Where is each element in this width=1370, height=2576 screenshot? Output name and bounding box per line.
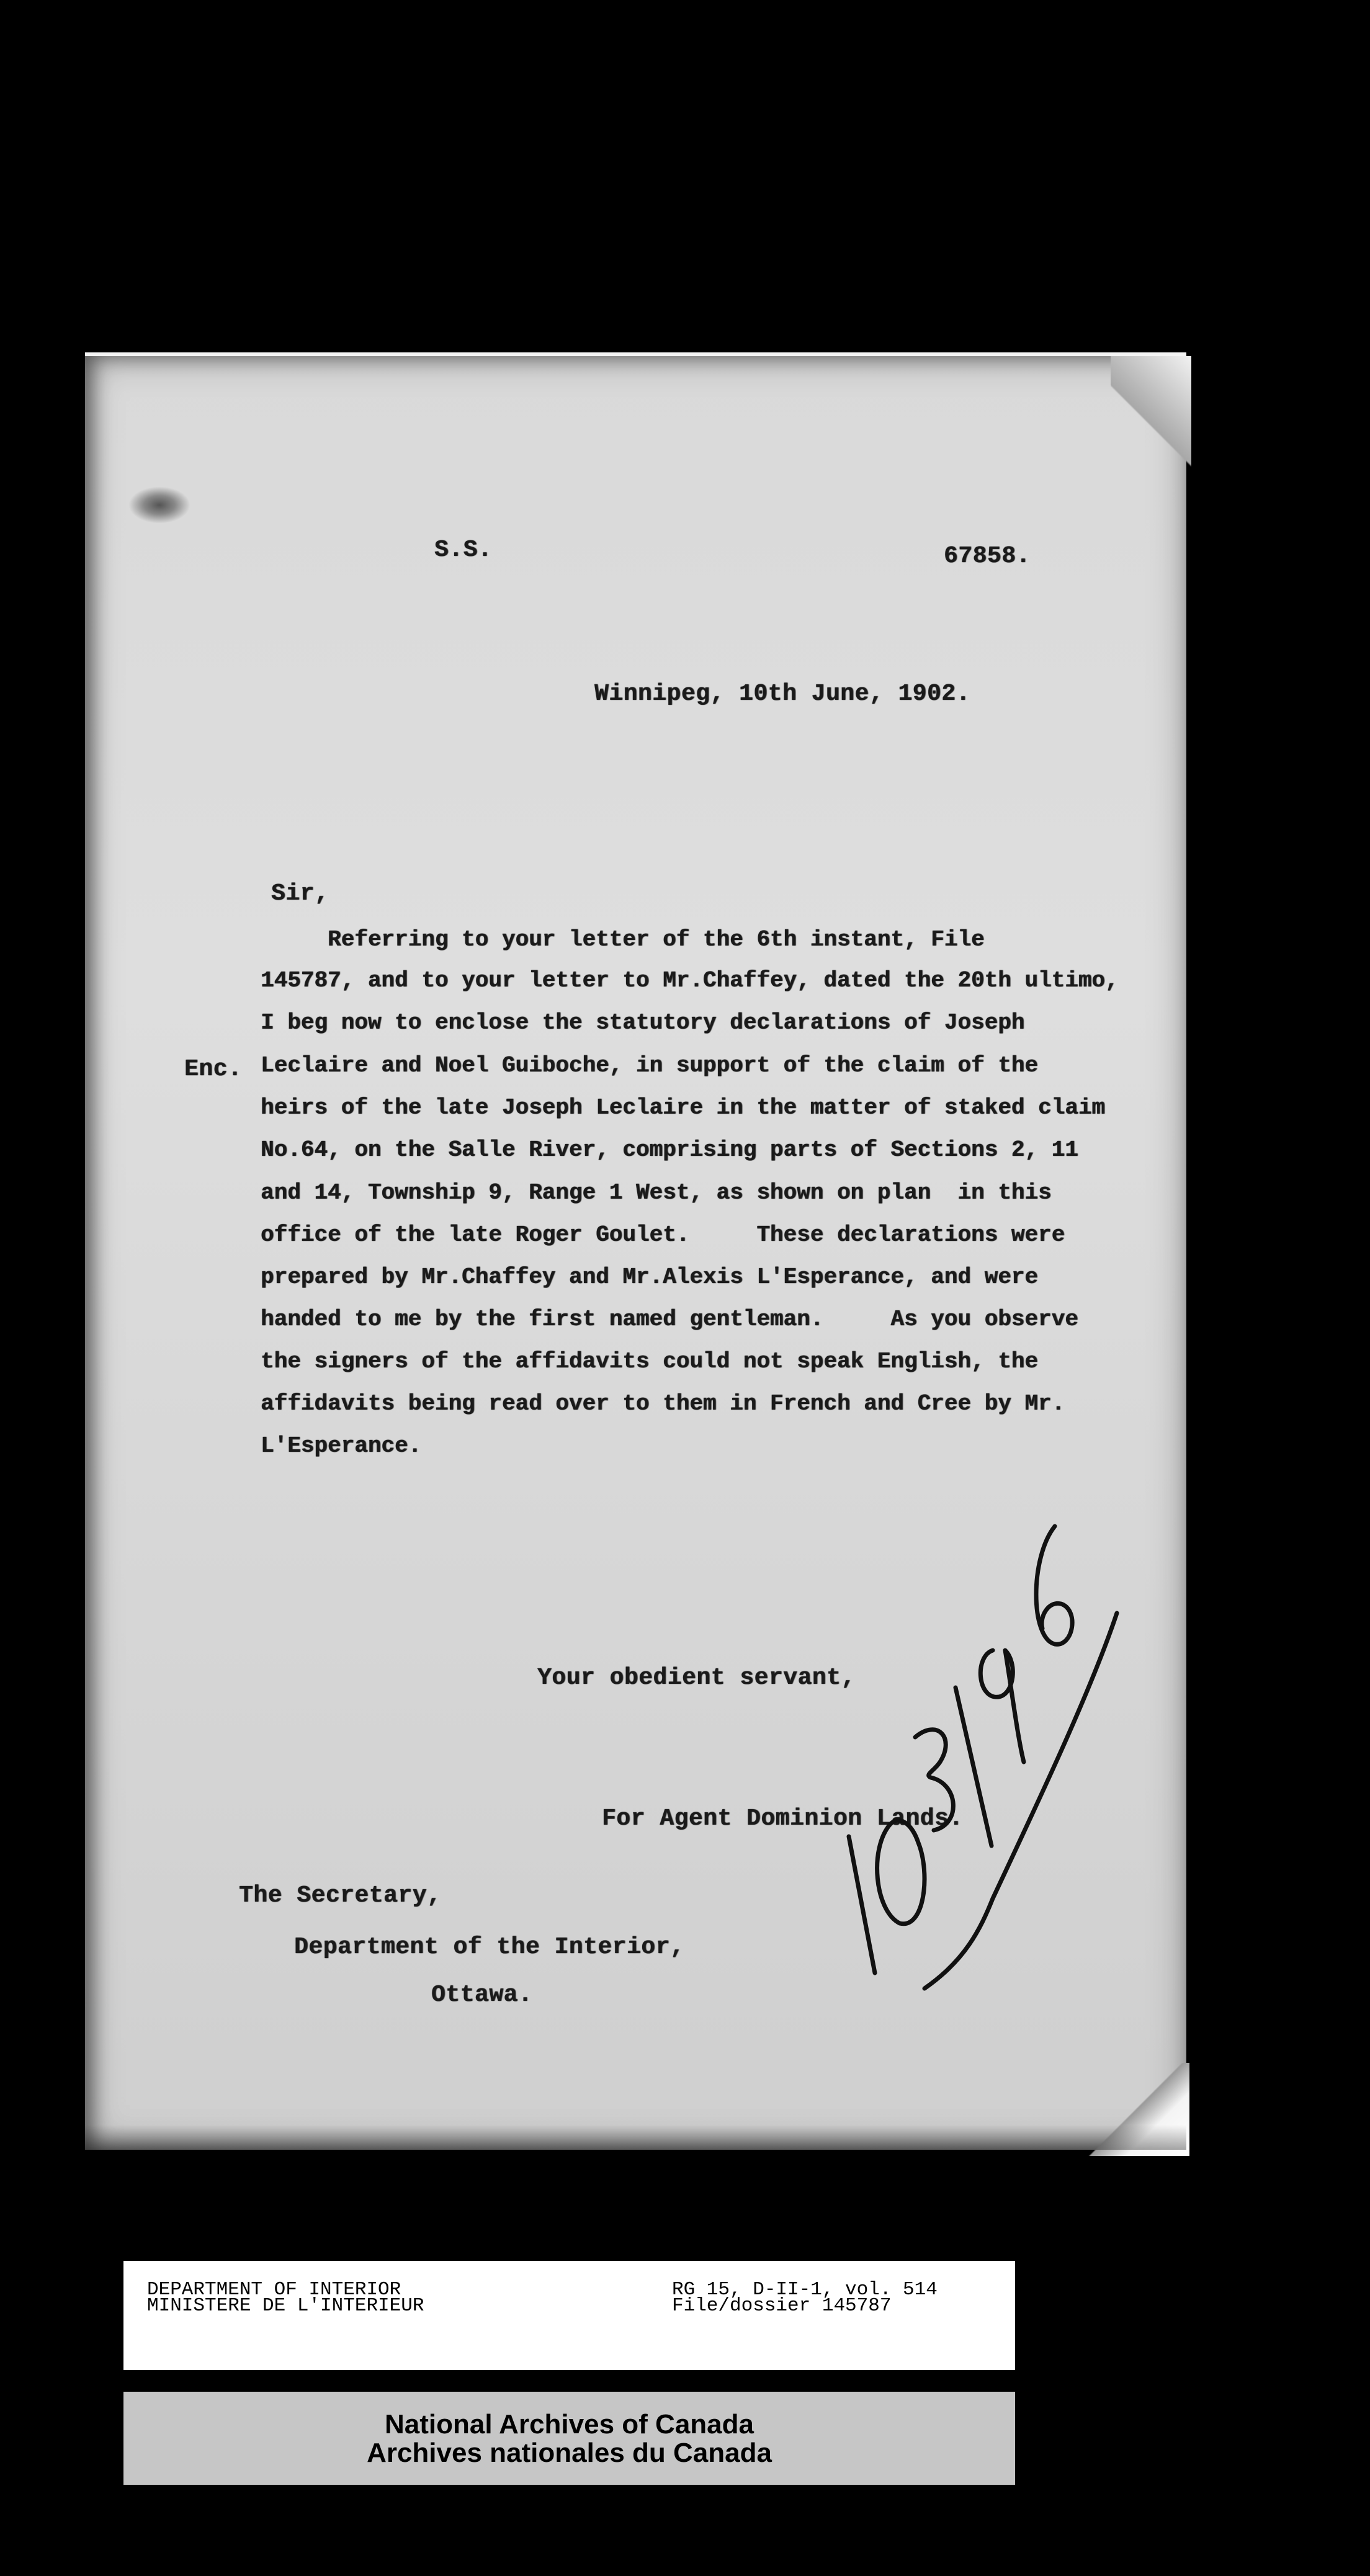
archive-name-french: Archives nationales du Canada (367, 2438, 772, 2468)
body-line: Referring to your letter of the 6th instant, File (261, 927, 985, 952)
archive-reference-label (123, 2261, 1015, 2370)
body-line: No.64, on the Salle River, comprising parts of Sections 2, 11 (261, 1137, 1078, 1163)
record-group: RG 15, D-II-1, vol. 514 (672, 2279, 938, 2301)
addressee-department: Department of the Interior, (294, 1934, 685, 1961)
addressee-city: Ottawa. (431, 1982, 533, 2008)
body-line: the signers of the affidavits could not speak English, the (261, 1349, 1039, 1374)
enclosure-note: Enc. (184, 1056, 243, 1083)
national-archives-label (123, 2392, 1015, 2485)
closing: Your obedient servant, (537, 1665, 856, 1691)
archive-name-english: National Archives of Canada (385, 2409, 754, 2440)
body-line: handed to me by the first named gentleman. As you observe (261, 1307, 1078, 1332)
body-line: affidavits being read over to them in French and Cree by Mr. (261, 1391, 1065, 1416)
department-french: MINISTERE DE L'INTERIEUR (147, 2295, 424, 2317)
body-line: office of the late Roger Goulet. These declarations were (261, 1222, 1065, 1248)
body-line: and 14, Township 9, Range 1 West, as shown on plan in this (261, 1180, 1052, 1205)
signature-line: For Agent Dominion Lands. (602, 1805, 964, 1832)
torn-corner-bottom-right (1072, 2063, 1189, 2156)
folded-corner-top-right (1111, 356, 1191, 517)
body-line: 145787, and to your letter to Mr.Chaffey, dated the 20th ultimo, (261, 968, 1119, 993)
body-line: prepared by Mr.Chaffey and Mr.Alexis L'Esperance, and were (261, 1264, 1039, 1290)
body-line: heirs of the late Joseph Leclaire in the matter of staked claim (261, 1095, 1106, 1120)
dateline: Winnipeg, 10th June, 1902. (594, 681, 970, 707)
body-line: L'Esperance. (261, 1433, 422, 1459)
department-english: DEPARTMENT OF INTERIOR (147, 2279, 401, 2301)
paper-smudge (128, 486, 190, 524)
handwritten-file-number (831, 1501, 1129, 1998)
salutation: Sir, (271, 880, 329, 907)
file-number: 67858. (944, 543, 1031, 570)
header-initials: S.S. (434, 537, 493, 563)
body-line: Leclaire and Noel Guiboche, in support of the claim of the (261, 1053, 1039, 1078)
file-dossier-number: File/dossier 145787 (672, 2295, 892, 2317)
body-line: I beg now to enclose the statutory declarations of Joseph (261, 1010, 1025, 1035)
addressee-title: The Secretary, (239, 1882, 442, 1909)
